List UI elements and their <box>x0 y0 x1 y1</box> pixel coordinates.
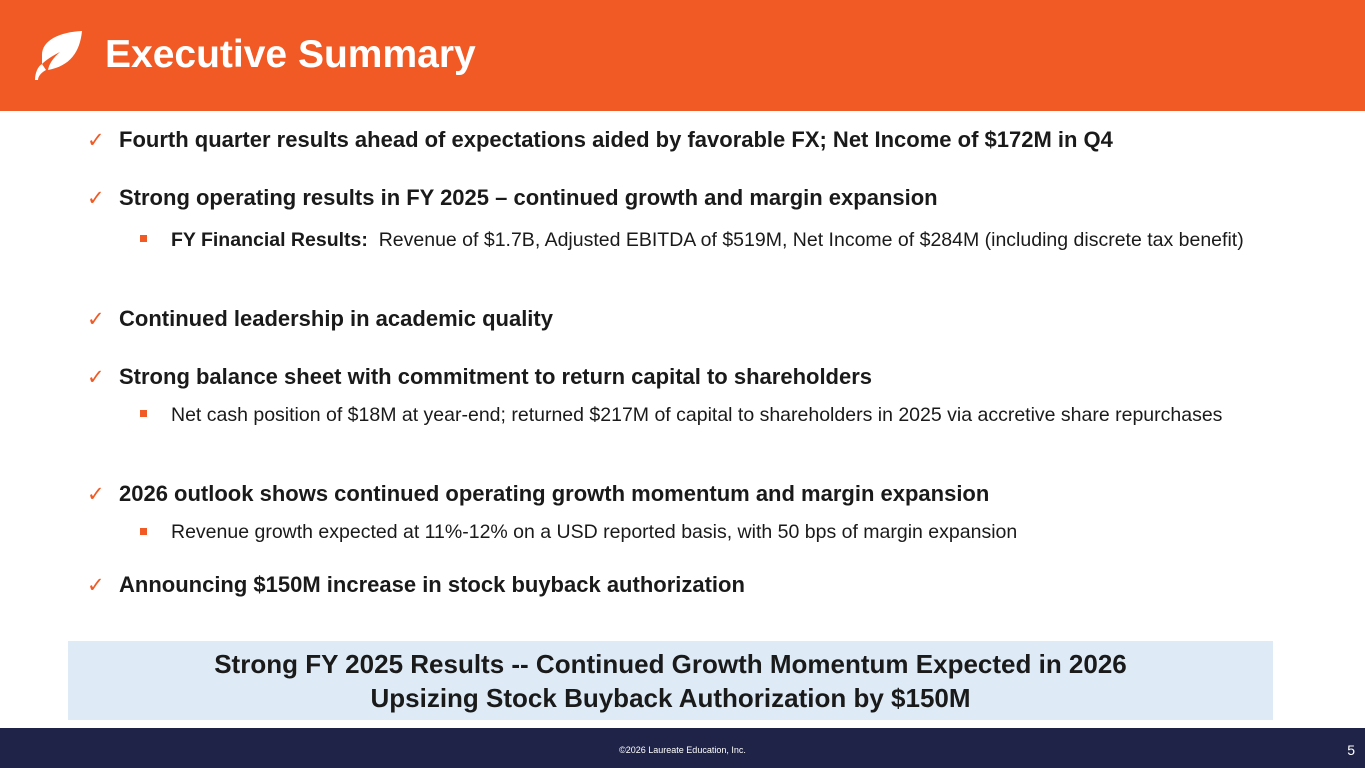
banner-line-2: Upsizing Stock Buyback Authorization by $150M <box>370 683 971 713</box>
slide-title: Executive Summary <box>105 33 476 76</box>
square-bullet-icon <box>140 410 147 417</box>
summary-item: Fourth quarter results ahead of expectations aided by favorable FX; Net Income of $172M in Q4 <box>119 127 1113 152</box>
checkmark-icon: ✓ <box>87 186 105 210</box>
checkmark-icon: ✓ <box>87 307 105 331</box>
laureate-leaf-logo-icon <box>32 30 84 82</box>
checkmark-icon: ✓ <box>87 128 105 152</box>
square-bullet-icon <box>140 235 147 242</box>
summary-item: Announcing $150M increase in stock buyback authorization <box>119 572 745 597</box>
banner-line-1: Strong FY 2025 Results -- Continued Growth Momentum Expected in 2026 <box>214 649 1127 679</box>
subitem-label: FY Financial Results: <box>171 229 368 251</box>
slide-header <box>0 0 1365 111</box>
subitem-text: Revenue of $1.7B, Adjusted EBITDA of $519M, Net Income of $284M (including discrete tax benefit) <box>378 229 1244 251</box>
slide-footer <box>0 728 1365 768</box>
checkmark-icon: ✓ <box>87 365 105 389</box>
summary-subitem <box>171 228 1316 252</box>
summary-subitem: Net cash position of $18M at year-end; returned $217M of capital to shareholders in 2025 via accretive share repurchases <box>171 404 1223 426</box>
summary-item: Strong operating results in FY 2025 – continued growth and margin expansion <box>119 185 938 210</box>
checkmark-icon: ✓ <box>87 482 105 506</box>
summary-subitem: Revenue growth expected at 11%-12% on a USD reported basis, with 50 bps of margin expansion <box>171 521 1018 543</box>
summary-item: Continued leadership in academic quality <box>119 306 553 331</box>
summary-item: Strong balance sheet with commitment to return capital to shareholders <box>119 364 873 389</box>
summary-item: 2026 outlook shows continued operating growth momentum and margin expansion <box>119 481 990 506</box>
key-takeaway-banner <box>68 641 1273 720</box>
square-bullet-icon <box>140 528 147 535</box>
copyright-text: ©2026 Laureate Education, Inc. <box>619 745 746 755</box>
checkmark-icon: ✓ <box>87 573 105 597</box>
page-number: 5 <box>1347 742 1355 758</box>
